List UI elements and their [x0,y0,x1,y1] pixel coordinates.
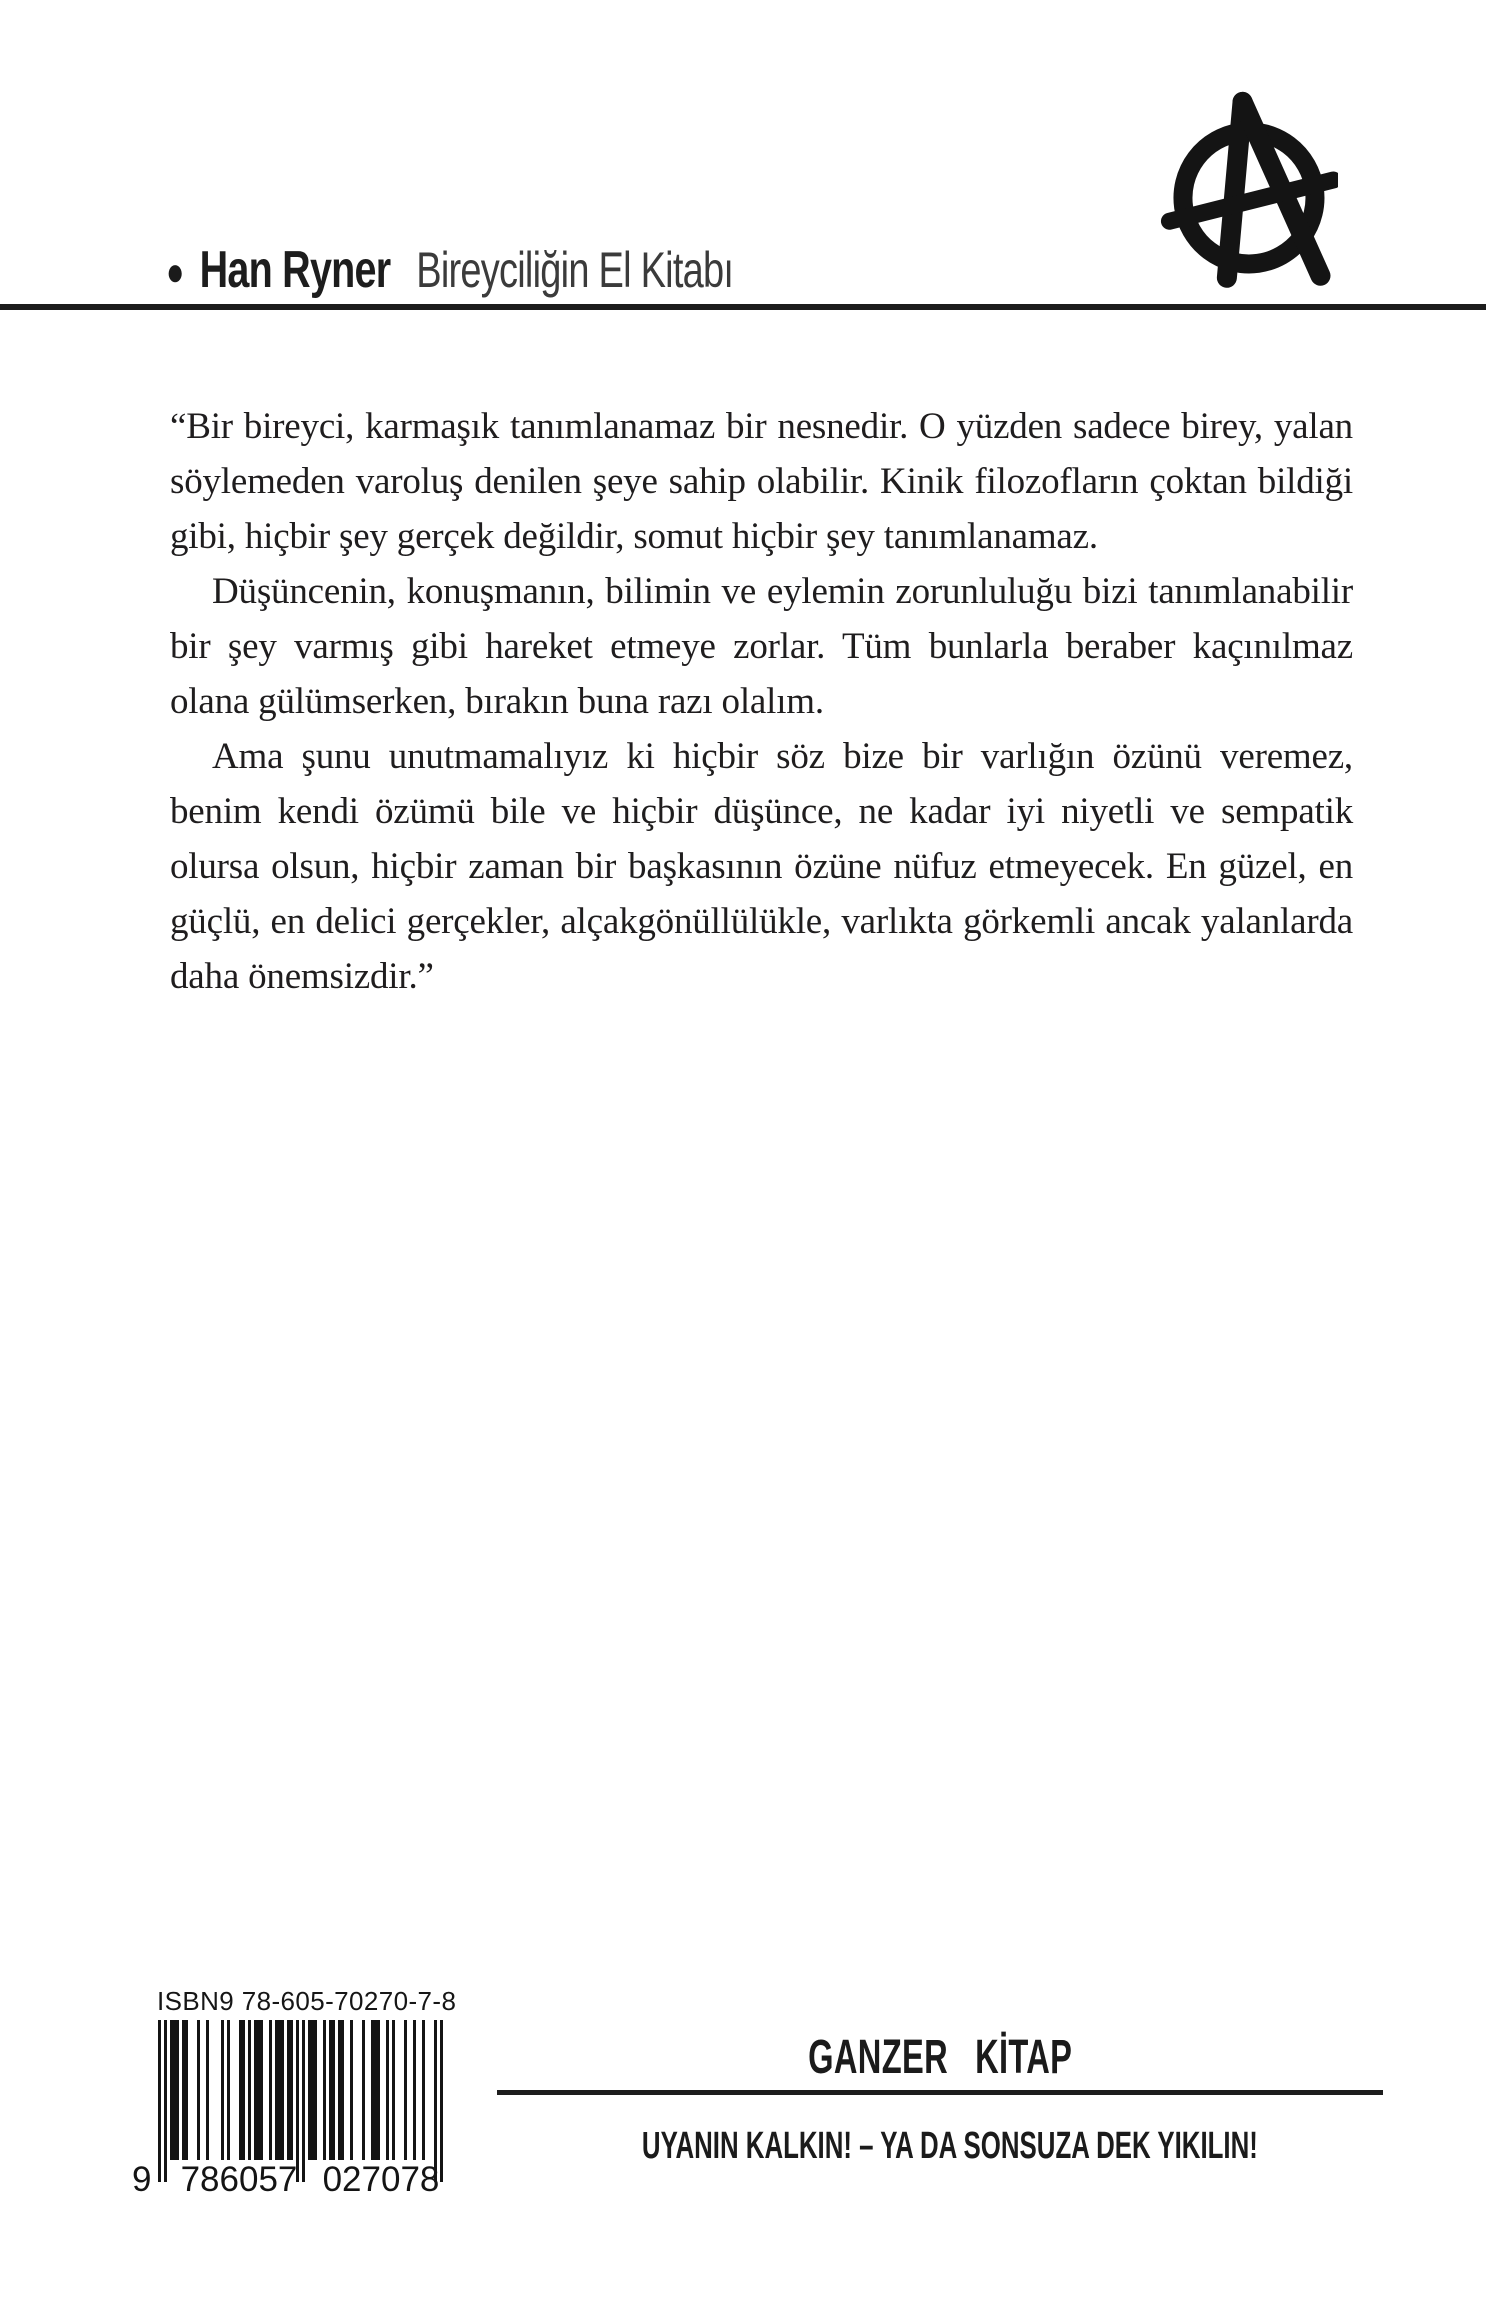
barcode-digit-group2: 027078 [322,2160,440,2199]
publisher-divider [497,2090,1383,2095]
barcode-digit-group1: 786057 [180,2160,298,2199]
publisher-name: GANZER KİTAP [807,2031,1073,2084]
author-name: Han Ryner [199,241,391,299]
header-divider [0,304,1486,310]
quote-paragraph: Ama şunu unutmamalıyız ki hiçbir söz bize bir varlığın özünü veremez, benim kendi özümü bile ve hiçbir düşünce, ne kadar iyi niyetli ve sempatik olursa olsun, hiçbir zaman bir başkasının özüne nüfuz etmeyecek. En güzel, en güçlü, en delici gerçekler, alçakgönüllülükle, varlıkta görkemli ancak yalanlarda daha önemsizdir.” [170,736,1353,997]
header [166,240,733,300]
barcode-digit-left: 9 [132,2160,152,2199]
quote-paragraph: “Bir bireyci, karmaşık tanımlanamaz bir nesnedir. O yüzden sadece birey, yalan söylemeden varoluş denilen şeye sahip olabilir. Kinik filozofların çoktan bildiği gibi, hiçbir şey gerçek değildir, somut hiçbir şey tanımlanamaz. [170,406,1353,557]
quote-paragraph: Düşüncenin, konuşmanın, bilimin ve eylemin zorunluluğu bizi tanımlanabilir bir şey varmış gibi hareket etmeye zorlar. Tüm bunlarla beraber kaçınılmaz olana gülümserken, bırakın buna razı olalım. [170,571,1353,722]
anarchy-icon [1158,86,1338,291]
isbn-label: ISBN9 78-605-70270-7-8 [157,1986,457,2016]
publisher-tagline: UYANIN KALKIN! – YA DA SONSUZA DEK YIKILIN! [641,2125,1258,2167]
publisher-block [497,2028,1383,2166]
ean13-barcode [132,2020,443,2230]
back-cover-quote [170,399,1353,1004]
bullet-icon: ● [166,250,185,294]
book-title: Bireyciliğin El Kitabı [416,242,734,298]
